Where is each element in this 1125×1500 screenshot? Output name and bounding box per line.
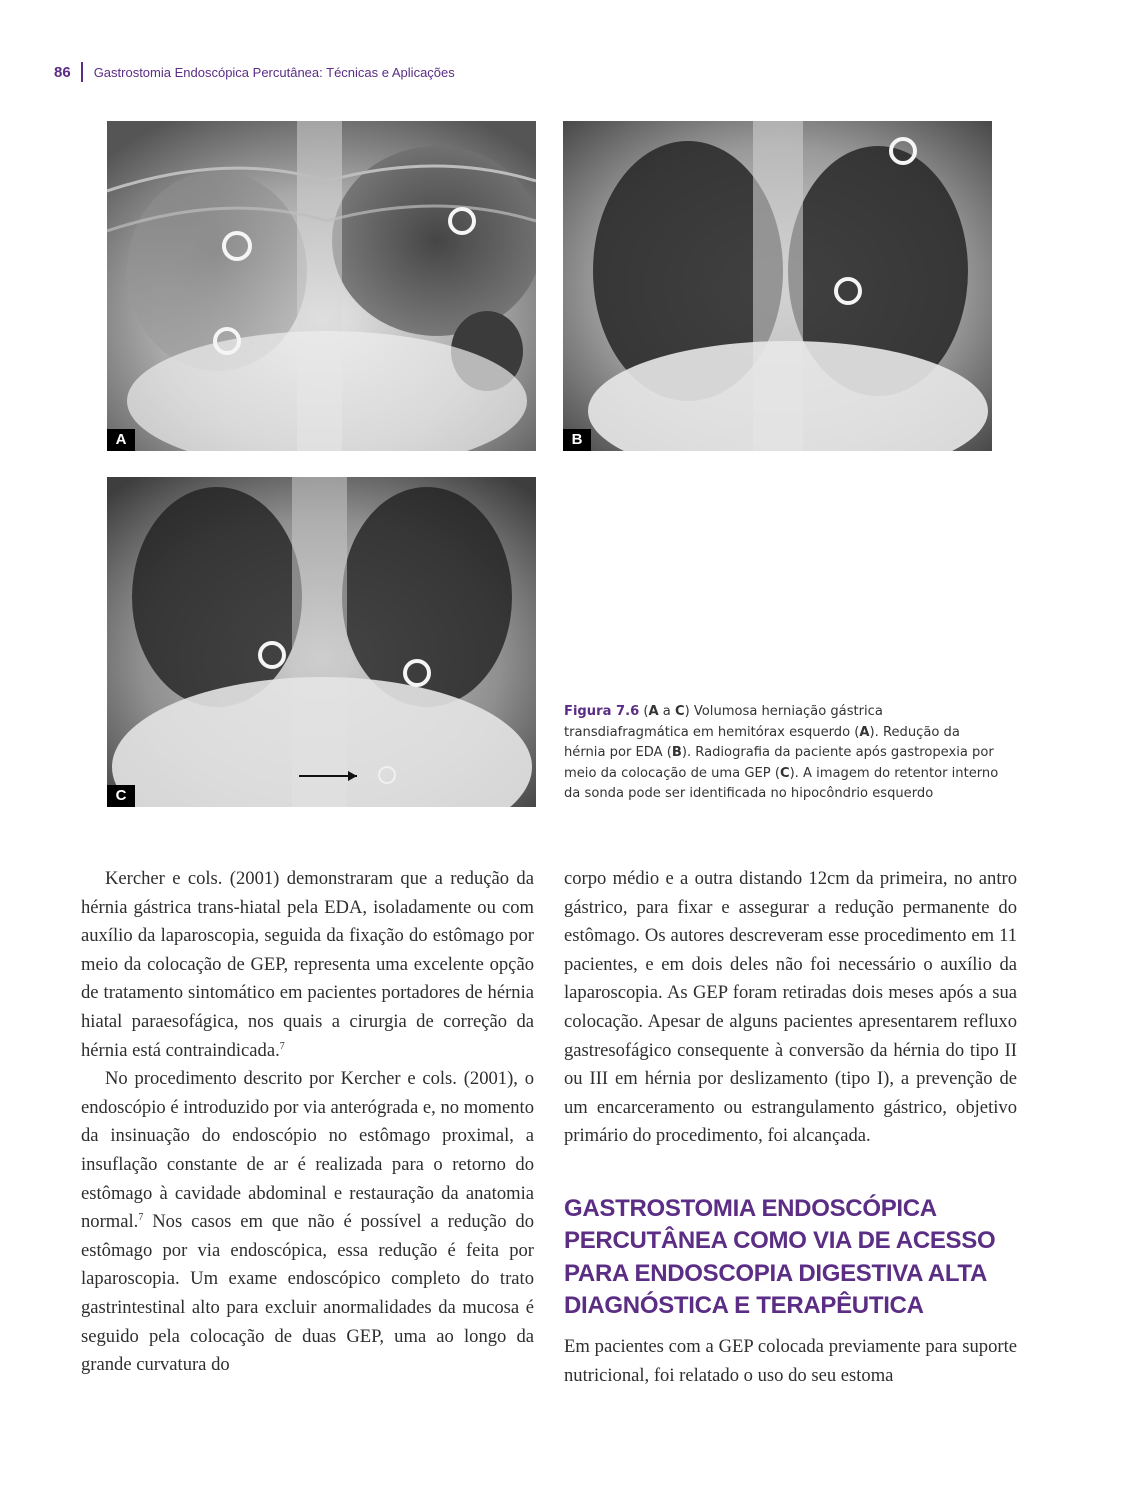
xray-panel-c	[107, 477, 536, 807]
paragraph: corpo médio e a outra distando 12cm da primeira, no antro gástrico, para fixar e assegurar a redução permanente do estômago. Os autores descreveram esse procedimento em 11 pacientes, e em dois deles não foi necessário o auxílio da laparoscopia. As GEP foram retiradas dois meses após a sua colocação. Apesar de alguns pacientes apresentarem refluxo gastresofágico consequente à conversão da hérnia do tipo II ou III em hérnia por deslizamento (tipo I), a prevenção de um encarceramento ou estrangulamento gástrico, objetivo primário do procedimento, foi alcançada.	[564, 868, 1017, 1147]
citation-ref: 7	[138, 1211, 144, 1223]
xray-image-a	[107, 121, 536, 451]
figure-caption: Figura 7.6 (A a C) Volumosa herniação gástrica transdiafragmática em hemitórax esquerdo (A). Redução da hérnia por EDA (B). Radiografia da paciente após gastropexia por meio da colocação de uma GEP (C). A imagem do retentor interno da sonda pode ser identificada no hipocôndrio esquerdo	[564, 704, 999, 801]
panel-label-a: A	[107, 429, 135, 451]
panel-label-b: B	[563, 429, 591, 451]
figure-label: Figura 7.6	[564, 704, 640, 719]
panel-label-c: C	[107, 785, 135, 807]
xray-panel-b	[563, 121, 992, 451]
paragraph: Kercher e cols. (2001) demonstraram que a redução da hérnia gástrica trans-hiatal pela EDA, isoladamente ou com auxílio da laparoscopia, seguida da fixação do estômago por meio da colocação de GEP, representa uma excelente opção de tratamento sintomático em pacientes portadores de hérnia hiatal paraesofágica, nos quais a cirurgia de correção da hérnia está contraindicada.$^7$	[81, 868, 534, 1061]
citation-ref: 7	[279, 1040, 285, 1052]
xray-image-b	[563, 121, 992, 451]
paragraph: Em pacientes com a GEP colocada previamente para suporte nutricional, foi relatado o uso do seu estoma	[564, 1335, 1017, 1386]
header-divider	[81, 62, 83, 82]
paragraph: No procedimento descrito por Kercher e cols. (2001), o endoscópio é introduzido por via anterógrada e, no momento da insinuação do endoscópio no estômago proximal, a insuflação constante de ar é realizada para o retorno do estômago à cavidade abdominal e restauração da anatomia normal.$^7$ Nos casos em que não é possível a redução do estômago por via endoscópica, essa redução é feita por laparoscopia. Um exame endoscópico completo do trato gastrintestinal alto para excluir anormalidades da mucosa é seguido pela colocação de duas GEP, uma ao longo da grande curvatura do	[81, 1068, 534, 1376]
body-column-left	[81, 865, 534, 1380]
body-column-right	[564, 865, 1017, 1390]
running-header	[54, 60, 455, 84]
xray-panel-a	[107, 121, 536, 451]
running-title: Gastrostomia Endoscópica Percutânea: Técnicas e Aplicações	[93, 64, 455, 80]
page-number: 86	[54, 63, 71, 81]
section-heading: GASTROSTOMIA ENDOSCÓPICA PERCUTÂNEA COMO VIA DE ACESSO PARA ENDOSCOPIA DIGESTIVA ALTA DIAGNÓSTICA E TERAPÊUTICA	[564, 1194, 996, 1320]
xray-image-c	[107, 477, 536, 807]
